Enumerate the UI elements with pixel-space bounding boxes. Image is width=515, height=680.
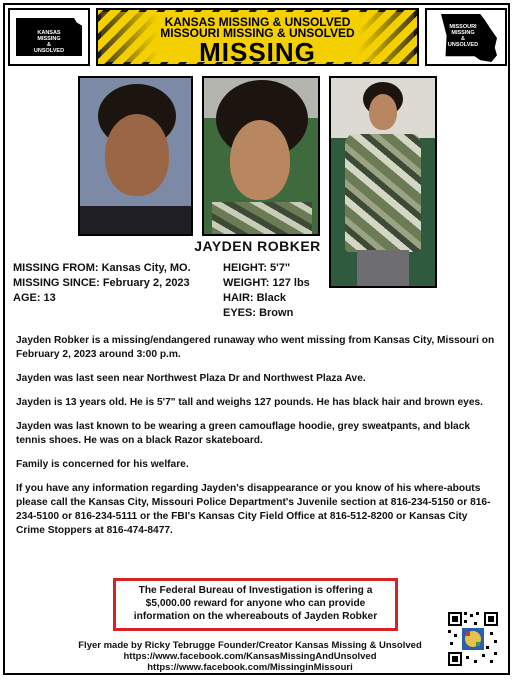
paragraph-clothing: Jayden was last known to be wearing a green camouflage hoodie, grey sweatpants, and black tennis shoes. He was on a black Razor skateboard. [16,421,471,446]
photo3-sweatpants [357,250,409,288]
eyes: EYES: Brown [223,307,294,319]
footer-credit: Flyer made by Ricky Tebrugge Founder/Creator Kansas Missing & Unsolved [78,640,422,651]
reward-line-3: information on the whereabouts of Jayden Robker [133,611,378,622]
photo-portrait-2 [202,76,320,236]
kansas-logo-text [10,30,88,54]
photo1-face [105,114,169,196]
photo3-face [369,94,397,130]
reward-line-1: The Federal Bureau of Investigation is offering a [138,585,373,596]
footer-link-missouri[interactable]: https://www.facebook.com/MissinginMissouri [147,662,353,673]
photo-portrait-1 [78,76,193,236]
logo-right-line2: MISSING [451,30,475,36]
banner-title: MISSING [199,37,316,67]
banner-inner [101,12,414,67]
qr-code-graphic [446,610,500,668]
photo-full-body [329,76,437,288]
missouri-logo-text [433,24,493,48]
flyer-header [8,8,507,70]
logo-right-line4: UNSOLVED [447,42,479,48]
paragraph-welfare: Family is concerned for his welfare. [16,459,189,470]
photo1-shirt [80,206,191,236]
kansas-logo [8,8,90,66]
photo3-camo-hoodie [345,134,421,252]
age: AGE: 13 [13,292,56,304]
banner-line-1: KANSAS MISSING & UNSOLVED [164,15,351,29]
banner-line-2: MISSOURI MISSING & UNSOLVED [160,26,355,40]
missouri-logo [425,8,507,66]
reward-line-2: $5,000.00 reward for anyone who can provide [145,598,366,609]
logo-left-line4: UNSOLVED [33,48,65,54]
description-text [16,334,496,548]
logo-left-line1: KANSAS [37,30,61,36]
paragraph-circumstances: Jayden Robker is a missing/endangered runaway who went missing from Kansas City, Missouri on February 2, 2023 around 3:00 p.m. [16,335,495,360]
missing-person-name: JAYDEN ROBKER [194,238,321,254]
photo2-face [230,120,290,200]
paragraph-last-seen: Jayden was last seen near Northwest Plaza Dr and Northwest Plaza Ave. [16,373,366,384]
weight: WEIGHT: 127 lbs [223,277,310,289]
missing-since: MISSING SINCE: February 2, 2023 [13,277,190,289]
logo-left-line2: MISSING [37,36,61,42]
qr-code-icon[interactable] [446,610,500,668]
missing-banner [96,8,419,66]
paragraph-contact: If you have any information regarding Jayden's disappearance or you know of his where-abouts please call the Kansas City, Missouri Police Department's Juvenile section at 816-234-5150 or 816-234-5100 or 816-234-5111 or the FBI's Kansas City Field Office at 816-512-8200 or Kansas City Crime Stoppers at 816-474-8477. [16,483,491,536]
missing-from: MISSING FROM: Kansas City, MO. [13,262,191,274]
reward-box [113,578,398,631]
logo-right-line1: MISSOURI [449,24,477,30]
flyer-footer [60,640,440,673]
paragraph-description: Jayden is 13 years old. He is 5'7" tall and weighs 127 pounds. He has black hair and brown eyes. [16,397,483,408]
height: HEIGHT: 5'7" [223,262,291,274]
hair: HAIR: Black [223,292,286,304]
logo-right-line3: & [461,36,465,42]
photo2-camo-shirt [212,202,312,236]
footer-link-kansas[interactable]: https://www.facebook.com/KansasMissingAndUnsolved [123,651,377,662]
logo-left-line3: & [47,42,51,48]
